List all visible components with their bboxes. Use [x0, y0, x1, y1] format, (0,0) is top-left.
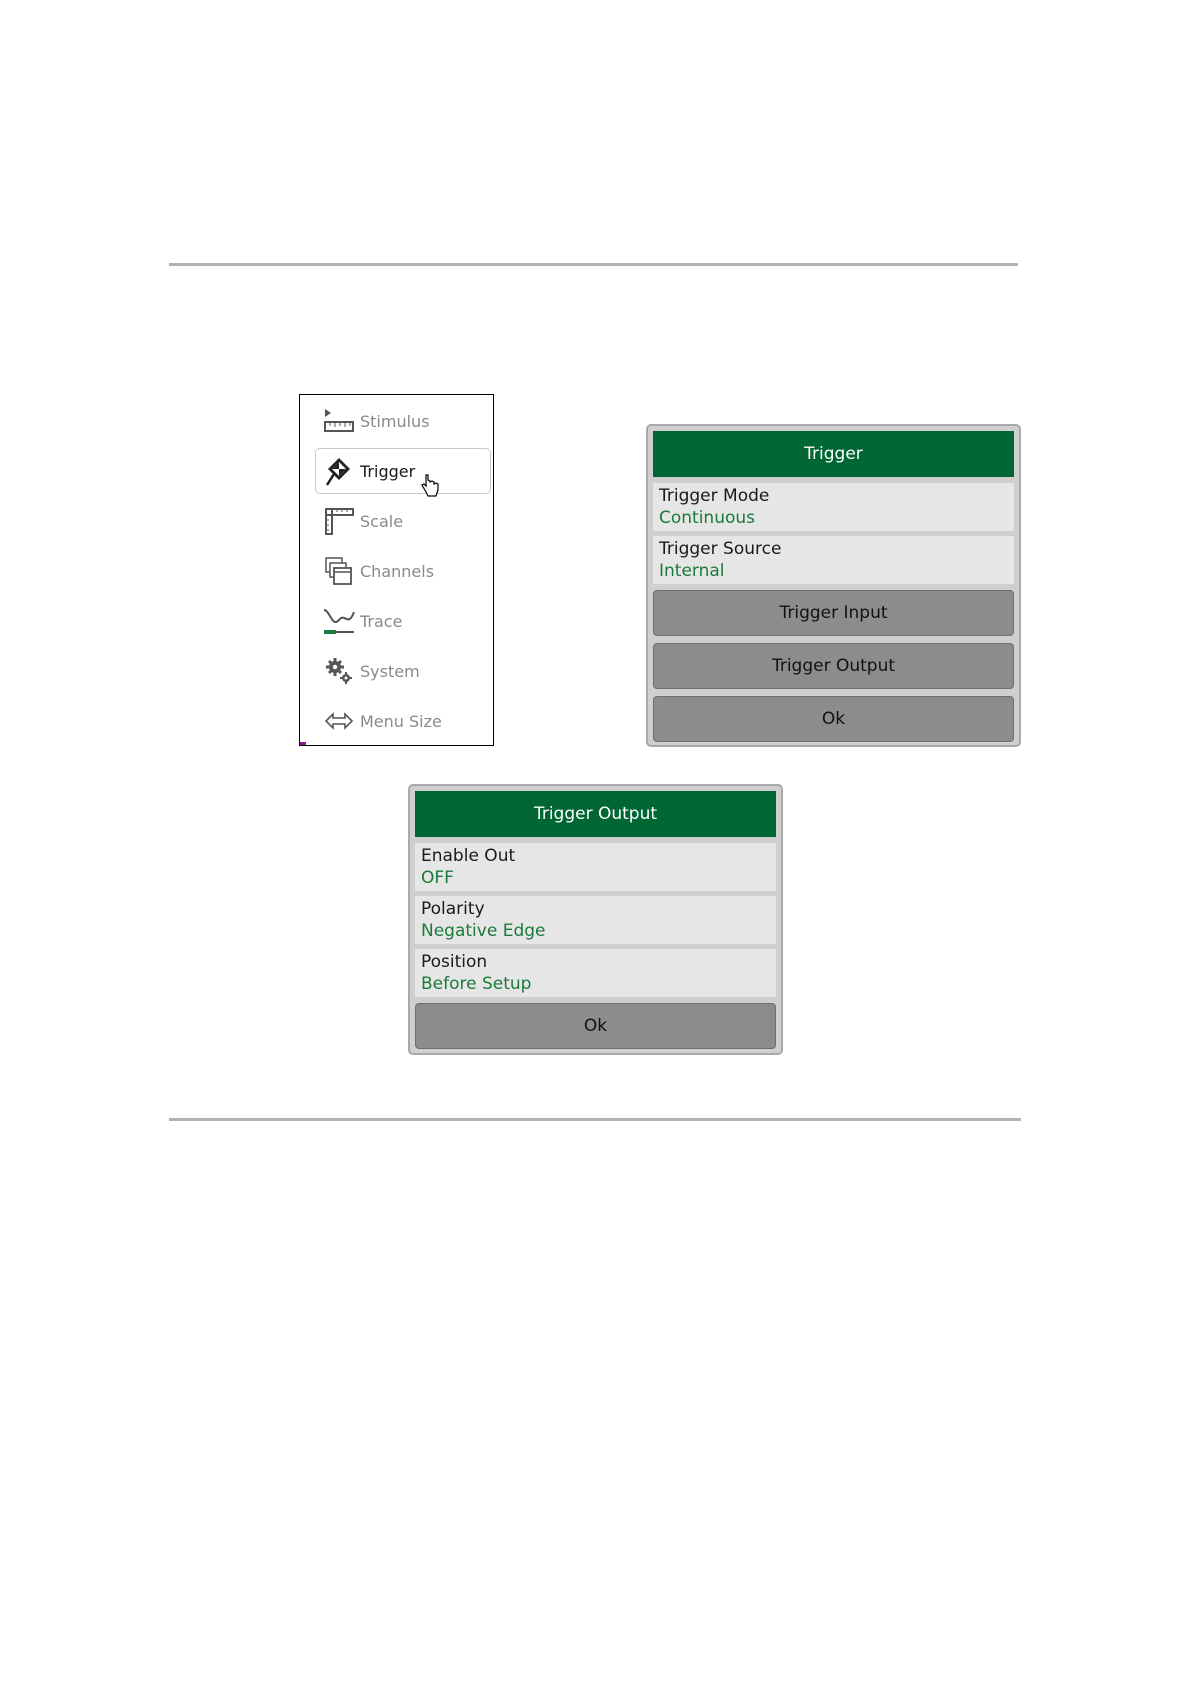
scale-ruler-icon [322, 505, 356, 537]
menu-item-scale[interactable] [316, 498, 492, 544]
menu-item-menu-size[interactable] [316, 698, 492, 744]
menu-item-label: Stimulus [360, 411, 430, 431]
field-label: Enable Out [421, 846, 516, 866]
double-arrow-icon [322, 705, 356, 737]
field-value: Before Setup [421, 974, 532, 994]
menu-item-stimulus[interactable] [316, 398, 492, 444]
trigger-diamond-icon [322, 455, 356, 487]
field-label: Trigger Mode [659, 486, 770, 506]
menu-item-trigger[interactable] [315, 448, 491, 494]
field-label: Polarity [421, 899, 485, 919]
trigger-dialog [646, 424, 1021, 747]
menu-item-trace[interactable] [316, 598, 492, 644]
field-label: Trigger Source [659, 539, 782, 559]
position-field[interactable] [415, 949, 776, 997]
main-menu [299, 394, 494, 746]
menu-item-system[interactable] [316, 648, 492, 694]
field-value: Negative Edge [421, 921, 546, 941]
ok-button[interactable]: Ok [653, 696, 1014, 742]
trace-wave-icon [322, 605, 356, 637]
field-value: Internal [659, 561, 725, 581]
trigger-input-button[interactable]: Trigger Input [653, 590, 1014, 636]
gears-icon [322, 655, 356, 687]
bottom-divider [169, 1118, 1021, 1121]
enable-out-field[interactable] [415, 843, 776, 891]
menu-item-label: Trace [360, 611, 403, 631]
ok-button[interactable]: Ok [415, 1003, 776, 1049]
trigger-source-field[interactable] [653, 536, 1014, 584]
field-value: Continuous [659, 508, 756, 528]
polarity-field[interactable] [415, 896, 776, 944]
corner-mark [300, 742, 306, 745]
dialog-title: Trigger Output [415, 791, 776, 837]
trigger-output-dialog [408, 784, 783, 1055]
menu-item-channels[interactable] [316, 548, 492, 594]
menu-item-label: Menu Size [360, 711, 442, 731]
menu-item-label: Trigger [360, 461, 416, 481]
field-value: OFF [421, 868, 454, 888]
top-divider [169, 263, 1018, 266]
channels-windows-icon [322, 555, 356, 587]
ruler-stimulus-icon [322, 405, 356, 437]
trigger-mode-field[interactable] [653, 483, 1014, 531]
menu-item-label: Scale [360, 511, 404, 531]
field-label: Position [421, 952, 488, 972]
trigger-output-button[interactable]: Trigger Output [653, 643, 1014, 689]
menu-item-label: Channels [360, 561, 435, 581]
menu-item-label: System [360, 661, 420, 681]
dialog-title: Trigger [653, 431, 1014, 477]
